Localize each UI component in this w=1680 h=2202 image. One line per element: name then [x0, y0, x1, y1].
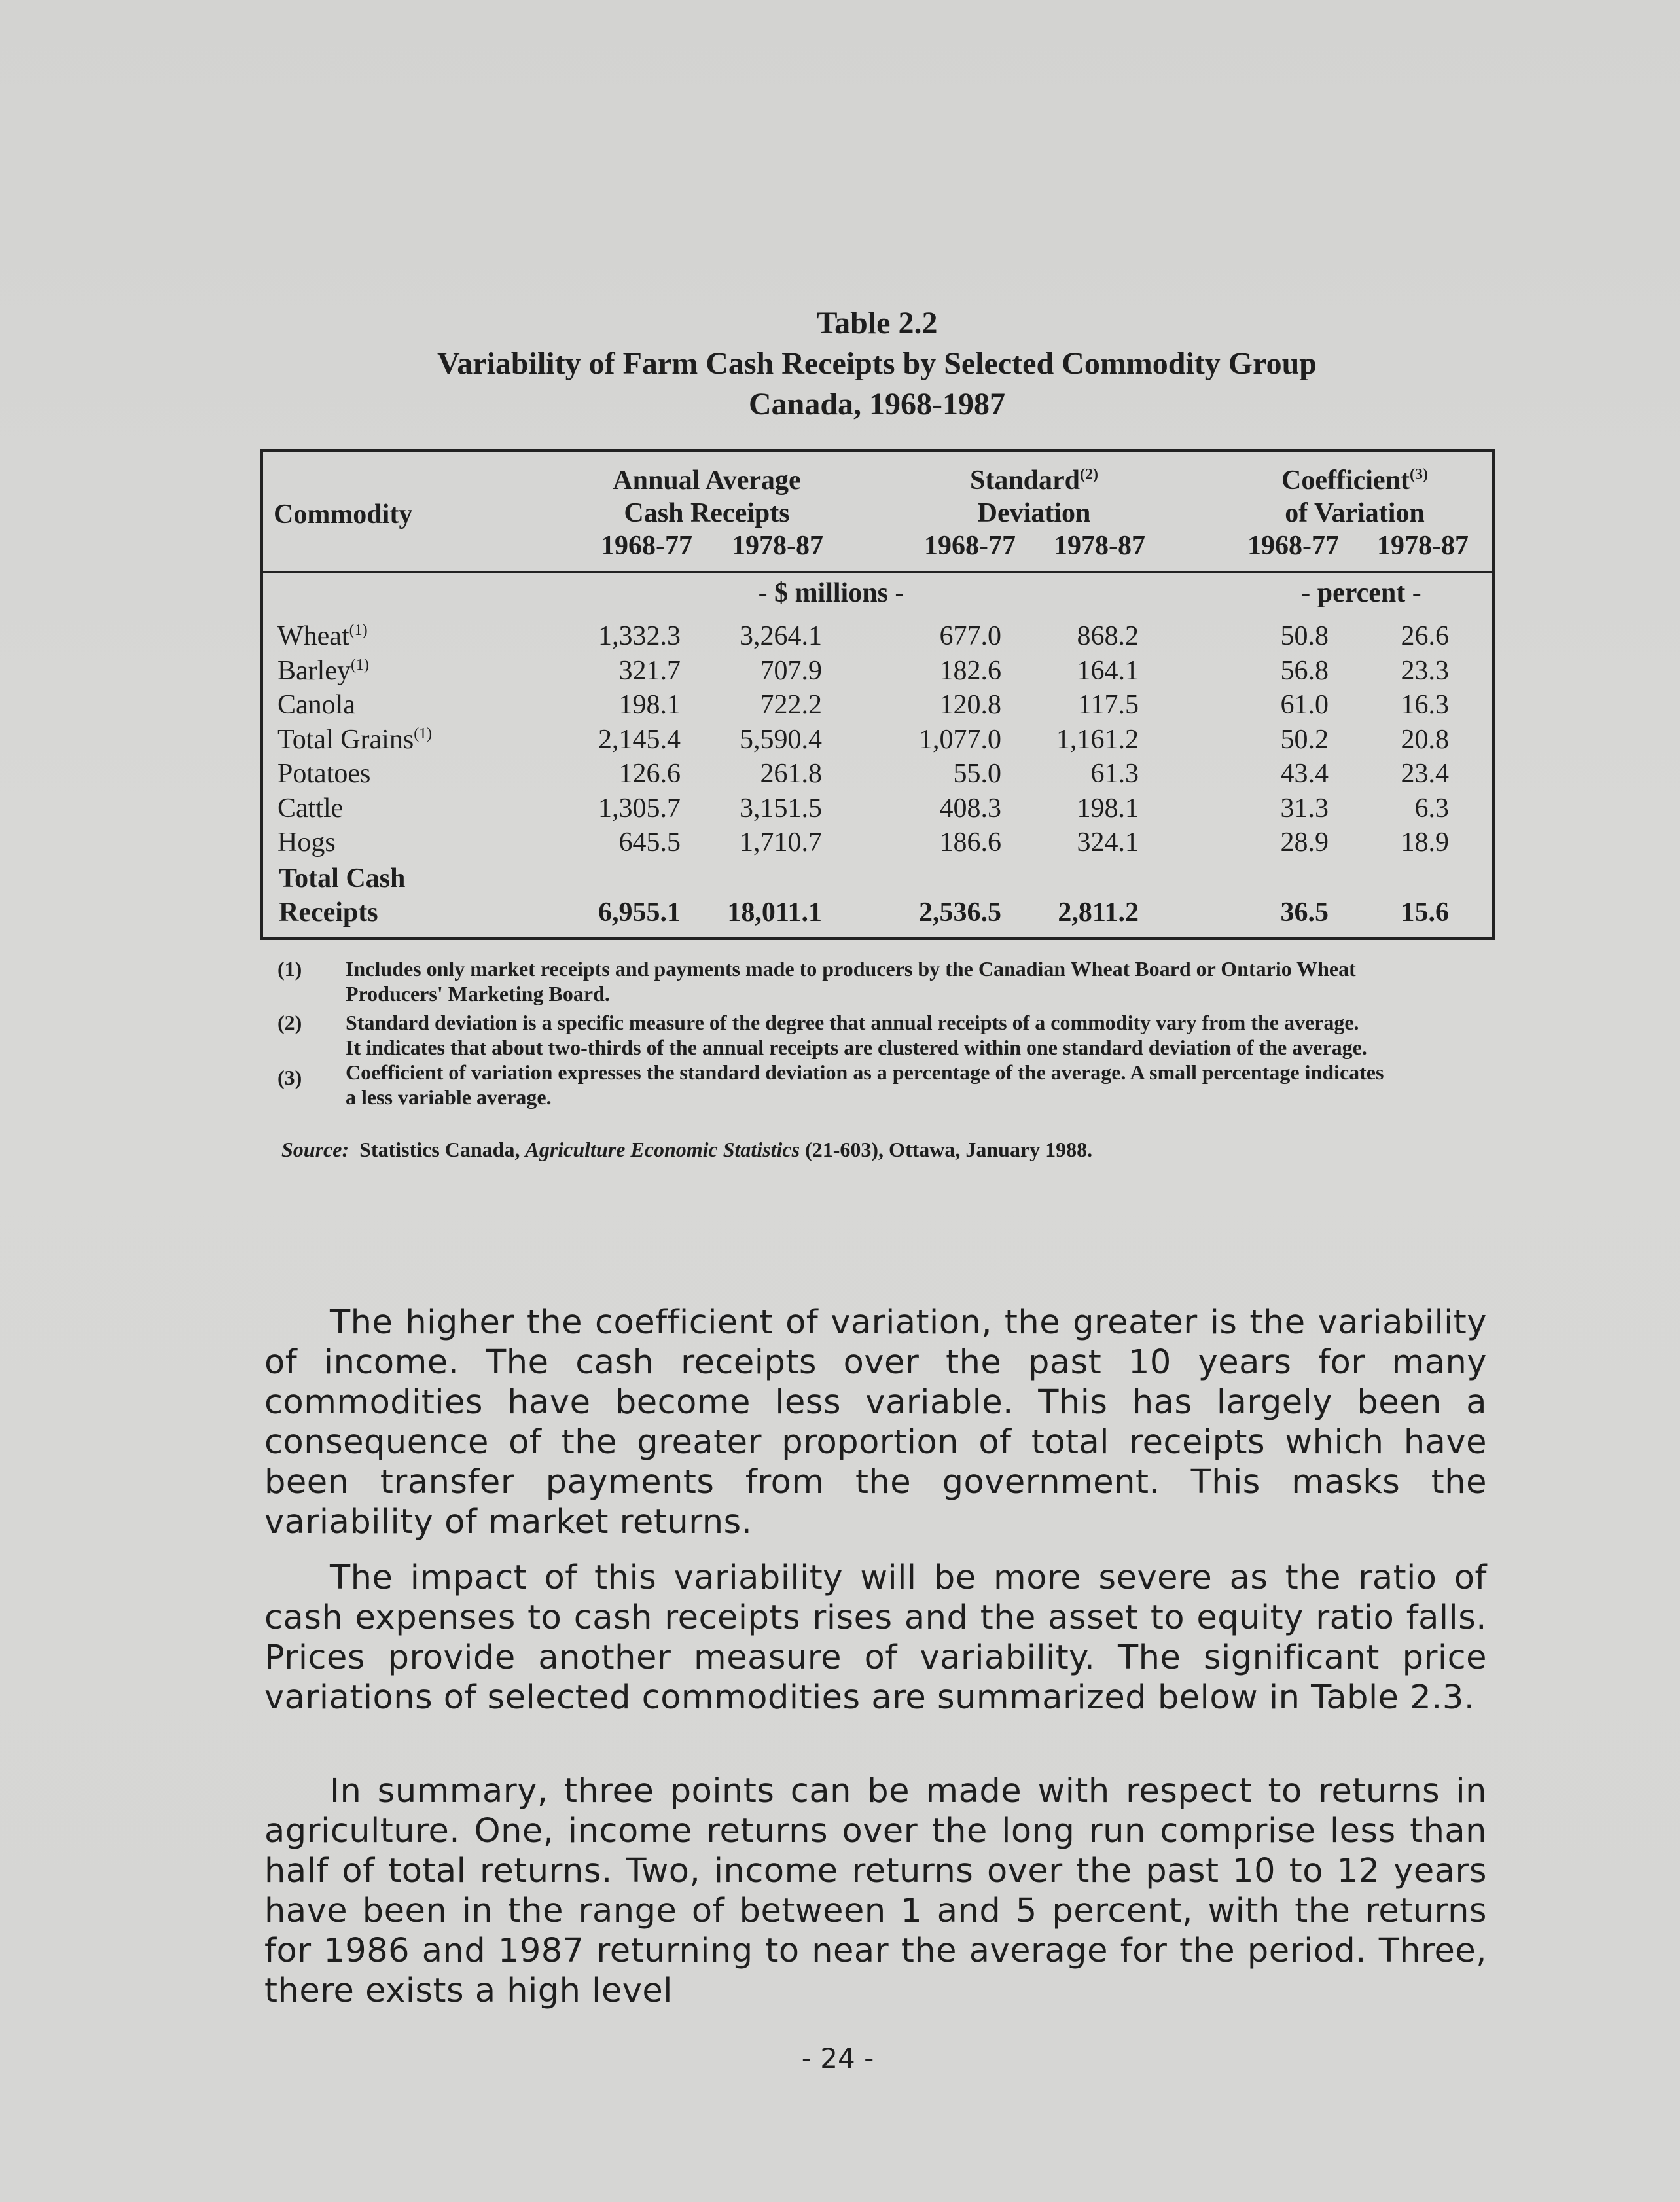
cell-std-1968: 186.6: [939, 827, 1001, 857]
cell-annual-1978: 261.8: [760, 759, 822, 789]
cell-std-1978: 117.5: [1078, 690, 1139, 720]
cell-cv-1968: 61.0: [1280, 690, 1329, 720]
cell-annual-1978: 1,710.7: [740, 827, 822, 857]
total-annual-1968: 6,955.1: [598, 897, 681, 928]
footnote-marker: (1): [349, 622, 368, 639]
cell-annual-1978: 5,590.4: [740, 724, 822, 755]
commodity-label: Potatoes: [277, 759, 371, 789]
total-annual-1978: 18,011.1: [727, 897, 822, 928]
row-commodity-name: [277, 757, 370, 791]
table-caption-number: Table 2.2: [816, 306, 938, 340]
units-millions: - $ millions -: [758, 578, 904, 608]
cell-annual-1968: 2,145.4: [598, 724, 681, 755]
header-std-period1: 1968-77: [924, 531, 1016, 561]
footnote-3-number: (3): [277, 1066, 302, 1089]
footnote-marker: (1): [414, 725, 433, 742]
cell-cv-1968: 31.3: [1280, 793, 1329, 823]
paragraph-1-text: The higher the coefficient of variation, the greater is the variability of income. The cash receipts over the past 10 years for many commodities have become less variable. This has largely been a consequence of the greater proportion of total receipts which have been transfer payments from the government. This masks the variability of market returns.: [264, 1303, 1487, 1542]
cell-std-1978: 164.1: [1077, 655, 1139, 686]
source-publisher: Statistics Canada,: [359, 1138, 520, 1161]
header-cv-period1: 1968-77: [1247, 531, 1339, 561]
cell-annual-1968: 198.1: [618, 690, 681, 720]
header-annual-line1: Annual Average: [613, 465, 801, 496]
row-commodity-name: [277, 619, 368, 653]
cell-annual-1978: 722.2: [760, 690, 822, 720]
header-std-line2: Deviation: [977, 498, 1091, 528]
table-caption-subtitle: Canada, 1968-1987: [748, 387, 1006, 422]
header-cv-line2: of Variation: [1285, 498, 1425, 528]
header-std-period2: 1978-87: [1054, 531, 1145, 561]
cell-std-1978: 61.3: [1090, 759, 1139, 789]
header-cv-text: Coefficient: [1281, 465, 1410, 496]
footnote-2-line1: Standard deviation is a specific measure of the degree that annual receipts of a commodity vary from the average.: [346, 1011, 1359, 1034]
units-percent: - percent -: [1301, 578, 1421, 608]
footnote-3-line1: Coefficient of variation expresses the standard deviation as a percentage of the average. A small percentage indicates: [346, 1060, 1384, 1084]
total-label-line1: Total Cash: [279, 863, 406, 893]
commodity-label: Barley: [277, 655, 351, 686]
cell-cv-1978: 23.4: [1401, 759, 1449, 789]
header-commodity: Commodity: [274, 499, 413, 530]
row-commodity-name: [277, 654, 369, 688]
cell-annual-1968: 1,305.7: [598, 793, 681, 823]
row-commodity-name: [277, 723, 432, 757]
cell-cv-1968: 50.2: [1280, 724, 1329, 755]
cell-annual-1978: 707.9: [760, 655, 822, 686]
paragraph-1: [264, 1303, 1487, 1542]
commodity-label: Total Grains: [277, 724, 414, 755]
cell-std-1968: 1,077.0: [919, 724, 1001, 755]
cell-cv-1978: 26.6: [1401, 621, 1449, 651]
table-caption-title: Variability of Farm Cash Receipts by Selected Commodity Group: [437, 346, 1317, 381]
header-std-sup: (2): [1080, 466, 1099, 483]
cell-std-1978: 1,161.2: [1056, 724, 1139, 755]
cell-annual-1968: 321.7: [618, 655, 681, 686]
row-commodity-name: [277, 791, 343, 825]
paragraph-2-text: The impact of this variability will be more severe as the ratio of cash expenses to cash receipts rises and the asset to equity ratio falls. Prices provide another measure of variability. The significant price variations of selected commodities are summarized below in Table 2.3.: [264, 1559, 1487, 1717]
header-annual-period1: 1968-77: [601, 531, 692, 561]
footnotes: [277, 956, 1469, 1126]
cell-std-1968: 55.0: [953, 759, 1001, 789]
total-cv-1968: 36.5: [1280, 897, 1329, 928]
commodity-label: Wheat: [277, 621, 349, 651]
cell-annual-1978: 3,151.5: [740, 793, 822, 823]
cell-std-1968: 677.0: [939, 621, 1001, 651]
footnote-2-line2: It indicates that about two-thirds of the annual receipts are clustered within one standard deviation of the average.: [346, 1036, 1367, 1059]
source-label: Source:: [281, 1138, 349, 1161]
cell-annual-1978: 3,264.1: [740, 621, 822, 651]
source-title: Agriculture Economic Statistics: [525, 1138, 800, 1161]
row-commodity-name: [277, 688, 355, 722]
cell-cv-1978: 16.3: [1401, 690, 1449, 720]
header-annual-line2: Cash Receipts: [624, 498, 790, 528]
header-cv-line1: [1224, 463, 1486, 497]
footnote-1-line2: Producers' Marketing Board.: [346, 982, 610, 1005]
footnote-1-line1: Includes only market receipts and payments made to producers by the Canadian Wheat Board or Ontario Wheat: [346, 957, 1356, 981]
cell-cv-1968: 56.8: [1280, 655, 1329, 686]
cell-std-1968: 182.6: [939, 655, 1001, 686]
header-annual-period2: 1978-87: [732, 531, 823, 561]
cell-cv-1978: 18.9: [1401, 827, 1449, 857]
cell-std-1978: 868.2: [1077, 621, 1139, 651]
total-std-1968: 2,536.5: [919, 897, 1001, 928]
cell-cv-1968: 50.8: [1280, 621, 1329, 651]
footnote-1-number: (1): [277, 957, 302, 981]
footnote-3-line2: a less variable average.: [346, 1085, 552, 1109]
paragraph-3: [264, 1771, 1487, 2011]
row-commodity-name: [277, 825, 336, 859]
cell-annual-1968: 645.5: [618, 827, 681, 857]
cell-cv-1978: 20.8: [1401, 724, 1449, 755]
cell-annual-1968: 126.6: [618, 759, 681, 789]
commodity-label: Cattle: [277, 793, 344, 823]
total-cv-1978: 15.6: [1401, 897, 1449, 928]
cell-cv-1968: 28.9: [1280, 827, 1329, 857]
header-cv-period2: 1978-87: [1377, 531, 1469, 561]
header-std-text: Standard: [969, 465, 1081, 496]
cell-std-1978: 198.1: [1077, 793, 1139, 823]
commodity-label: Canola: [277, 690, 355, 720]
footnote-marker: (1): [350, 656, 369, 674]
cell-annual-1968: 1,332.3: [598, 621, 681, 651]
commodity-label: Hogs: [277, 827, 336, 857]
source-details: (21-603), Ottawa, January 1988.: [805, 1138, 1093, 1161]
cell-cv-1968: 43.4: [1280, 759, 1329, 789]
cell-std-1978: 324.1: [1077, 827, 1139, 857]
total-label-line2: Receipts: [279, 897, 378, 928]
source-line: [281, 1136, 1473, 1163]
header-cv-sup: (3): [1409, 466, 1428, 483]
header-rule: [260, 571, 1495, 573]
page-number: - 24 -: [801, 2042, 874, 2074]
total-std-1978: 2,811.2: [1058, 897, 1139, 928]
header-std-line1: [903, 463, 1165, 497]
paragraph-2: [264, 1558, 1487, 1718]
paragraph-3-text: In summary, three points can be made with respect to returns in agriculture. One, income returns over the long run comprise less than half of total returns. Two, income returns over the past 10 to 12 years have been in the range of between 1 and 5 percent, with the returns for 1986 and 1987 returning to near the average for the period. Three, there exists a high level: [264, 1772, 1487, 2010]
cell-std-1968: 408.3: [939, 793, 1001, 823]
cell-std-1968: 120.8: [939, 690, 1001, 720]
cell-cv-1978: 6.3: [1414, 793, 1449, 823]
footnote-2-number: (2): [277, 1011, 302, 1034]
cell-cv-1978: 23.3: [1401, 655, 1449, 686]
